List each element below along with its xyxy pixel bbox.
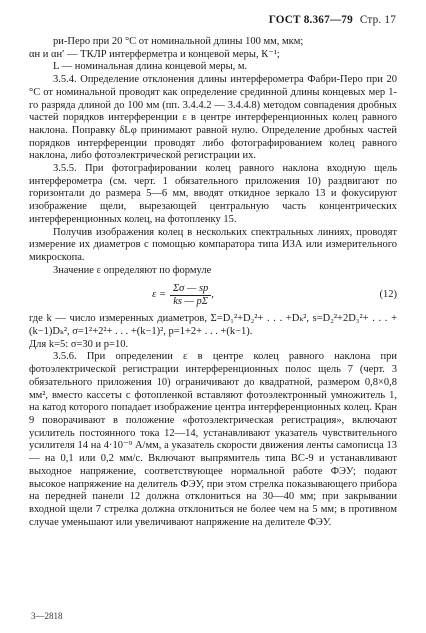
section-3-5-5: 3.5.5. При фотографировании колец равного наклона входную щель интерферометра (см. черт. 1 обязательного приложения 10) раздвигают по горизонтали до размера 5—6 мм, вводят откидное зеркало 13 и фокусируют изображение щели, вырезающей центральную часть концентрических интерференционных колец, на фотопленку 15.	[29, 163, 397, 225]
standard-number: ГОСТ 8.367—79	[268, 14, 353, 26]
symbol-definition-alpha: αн и αн′ — ТКЛР интерферметра и концевой меры, К⁻¹;	[29, 48, 280, 60]
formula-fraction	[170, 283, 211, 308]
formula-definitions: где k — число измеренных диаметров, Σ=D₁²+D₂²+ . . . +Dₖ², s=D₂²+2D₃²+ . . . +(k−1)Dₖ², σ=1²+2²+ . . . +(k−1)², p=1+2+ . . . +(k−1).	[29, 313, 397, 338]
formula-numerator: Σσ — sp	[170, 283, 211, 296]
paragraph-measurement: Получив изображения колец в нескольких спектральных линиях, проводят измерение их диаметров с помощью компаратора типа ИЗА или измерительного микроскопа.	[29, 226, 397, 263]
page-number: Стр. 17	[359, 14, 396, 26]
formula-intro: Значение ε определяют по формуле	[53, 264, 212, 276]
page-header	[269, 14, 396, 26]
formula-12	[29, 279, 397, 311]
print-code: 3—2818	[31, 611, 63, 621]
section-3-5-6: 3.5.6. При определении ε в центре колец равного наклона при фотоэлектрической регистрации интерференционных полос щель 7 (черт. 3 обязательного приложения 10) ограничивают до квадратной, размером 0,8×0,8 мм², вместо кассеты с фотопленкой вставляют фотоэлектронный умножитель 1, на катод которого попадает изображение центра интерференционных колец. Кран 9 поворачивают в положение «фотоэлектрическая регистрация», включают усилитель постоянного тока 12—14, устанавливают указатель чувствительного усилителя 14 на 4·10⁻⁹ А/мм, а указатель скорости движения ленты самописца 13 — на 0,1 или 0,2 мм/с. Включают выпрямитель типа ВС-9 и устанавливают выходное напряжение, соответствующее нормальной работе ФЭУ; подают высокое напряжение на делитель ФЭУ, при этом стрелка показывающего прибора на передней панели 12 должна отклониться на 30—40 мм; при закрывании входной щели 7 стрелка должна отклониться не более чем на 5 мм; в противном случае уменьшают или увеличивают напряжение на делителе ФЭУ.	[29, 351, 397, 528]
section-3-5-4: 3.5.4. Определение отклонения длины интерферометра Фабри-Перо при 20 °С от номинальной проводят как определение срединной длины концевых мер 1-го разряда длиной до 100 мм (пп. 3.4.4.2 — 3.4.4.8) методом совпадения дробных частей порядков интерференции ε в центре интерференционных колец равного наклона. Поправку δLφ принимают равной нулю. Определение дробных частей порядков интерференции проводят либо фотографированием колец равного наклона, либо фотоэлектрической регистрации их.	[29, 74, 397, 162]
symbol-definition-length: L — номинальная длина концевой меры, м.	[53, 61, 248, 73]
formula-number: (12)	[379, 289, 397, 300]
formula-suffix: ,	[211, 289, 214, 300]
paragraph-continuation: ри-Перо при 20 °С от номинальной длины 100 мм, мкм;	[53, 36, 304, 47]
formula-lhs: ε =	[152, 289, 166, 300]
formula-denominator: ks — pΣ	[173, 295, 209, 307]
document-body	[29, 36, 397, 529]
k-example: Для k=5: σ=30 и p=10.	[29, 338, 129, 350]
